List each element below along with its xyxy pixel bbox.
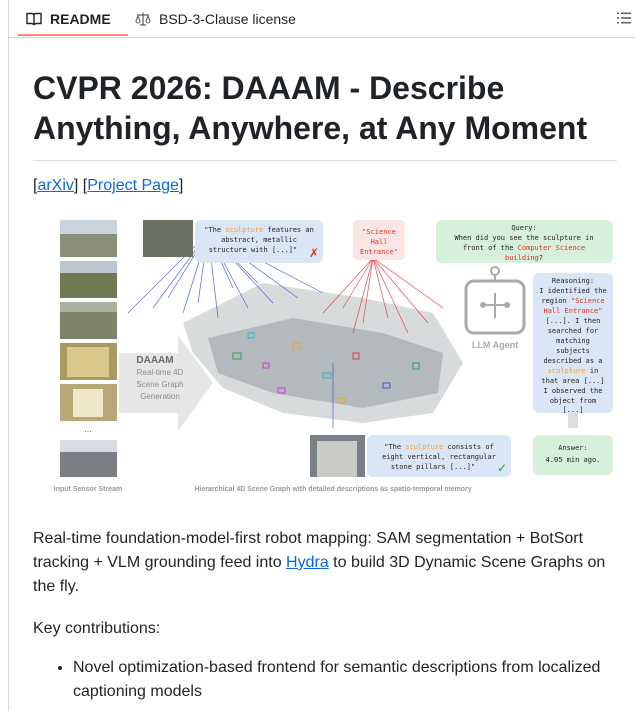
thumbnail-ellipsis: ... — [84, 424, 92, 434]
daaam-arrow-subtitle: Real-time 4D — [136, 368, 184, 377]
wrong-mark-icon: ✗ — [308, 246, 320, 260]
daaam-arrow-subtitle-3: Generation — [140, 392, 180, 401]
page-title: CVPR 2026: DAAAM - Describe Anything, Anywhere, at Any Moment — [33, 48, 617, 161]
svg-text:Hall Entrance": Hall Entrance" — [543, 307, 603, 315]
active-tab-underline — [18, 34, 128, 36]
svg-text:I identified the: I identified the — [539, 287, 607, 295]
correct-check-icon: ✓ — [496, 461, 508, 475]
sculpture-photo-top — [143, 220, 193, 257]
answer-box — [533, 435, 613, 475]
svg-text:I observed the: I observed the — [543, 387, 603, 395]
llm-agent-icon — [466, 253, 524, 333]
svg-text:[...]. I then: [...]. I then — [545, 317, 601, 325]
intro-paragraph — [33, 527, 617, 599]
svg-text:object from: object from — [549, 397, 597, 405]
teaser-figure — [33, 213, 616, 498]
tab-readme-label: README — [50, 10, 111, 27]
query-title: Query: — [511, 224, 537, 232]
daaam-arrow-subtitle-2: Scene Graph — [136, 380, 184, 389]
contributions-heading: Key contributions: — [33, 620, 161, 637]
sensor-stream-thumbnails — [60, 220, 117, 477]
answer-text: 4.05 min ago. — [545, 456, 601, 464]
tab-readme[interactable] — [26, 0, 111, 37]
svg-text:that area [...]: that area [...] — [541, 377, 605, 385]
bubble-bottom-line2: eight vertical, rectangular — [382, 453, 496, 461]
reasoning-title: Reasoning: — [551, 277, 595, 285]
query-line1: When did you see the sculpture in — [454, 234, 594, 242]
intro-text-before: Real-time foundation-model-first robot mapping: SAM segmentation + BotSort tracking + VLM grounding feed into — [33, 530, 584, 571]
science-hall-line1: "Science — [362, 228, 396, 236]
query-line2: front of the Computer Science — [462, 244, 586, 252]
paper-links: [arXiv] [Project Page] — [33, 177, 184, 194]
query-line3: building? — [505, 254, 543, 262]
tab-license-label: BSD-3-Clause license — [159, 10, 296, 27]
hydra-link[interactable]: Hydra — [286, 554, 329, 571]
list-item: • Novel optimization-based frontend for semantic descriptions from localized captioning models — [73, 656, 635, 704]
contributions-list — [33, 656, 635, 704]
project-page-link[interactable]: Project Page — [87, 177, 179, 194]
science-hall-line3: Entrance" — [360, 248, 398, 256]
arxiv-link[interactable]: arXiv — [37, 177, 74, 194]
svg-text:subjects: subjects — [556, 347, 590, 355]
readme-content — [33, 48, 617, 161]
svg-text:searched for: searched for — [547, 327, 599, 335]
svg-text:sculpture in: sculpture in — [547, 367, 599, 375]
tab-license[interactable] — [135, 0, 296, 37]
answer-title: Answer: — [558, 444, 588, 452]
bubble-bottom-line3: stone pillars [...]" — [390, 463, 476, 471]
caption-input-stream: Input Sensor Stream — [53, 486, 123, 493]
intro-text-after: to build 3D Dynamic Scene Graphs on the fly. — [33, 554, 606, 595]
bubble-top-line3: structure with [...]" — [208, 246, 298, 254]
svg-text:[...]: [...] — [562, 406, 584, 414]
svg-text:matching: matching — [556, 337, 590, 345]
law-scale-icon — [135, 11, 151, 27]
bubble-bottom-line1: "The sculpture consists of — [384, 443, 494, 451]
science-hall-line2: Hall — [370, 238, 388, 246]
readme-tab-bar — [9, 0, 635, 38]
svg-text:region "Science: region "Science — [541, 297, 605, 305]
bubble-top-line2: abstract, metallic — [221, 236, 297, 244]
sculpture-photo-bottom-detail — [317, 441, 357, 477]
bubble-top-line1: "The sculpture features an — [204, 226, 314, 234]
book-icon — [26, 11, 42, 27]
table-of-contents-icon[interactable] — [616, 10, 632, 26]
svg-text:described as a: described as a — [543, 357, 603, 365]
caption-scene-graph: Hierarchical 4D Scene Graph with detailed descriptions as spatio-temporal memory — [194, 486, 472, 493]
daaam-arrow-title: DAAAM — [136, 355, 174, 366]
llm-agent-label: LLM Agent — [471, 340, 519, 350]
